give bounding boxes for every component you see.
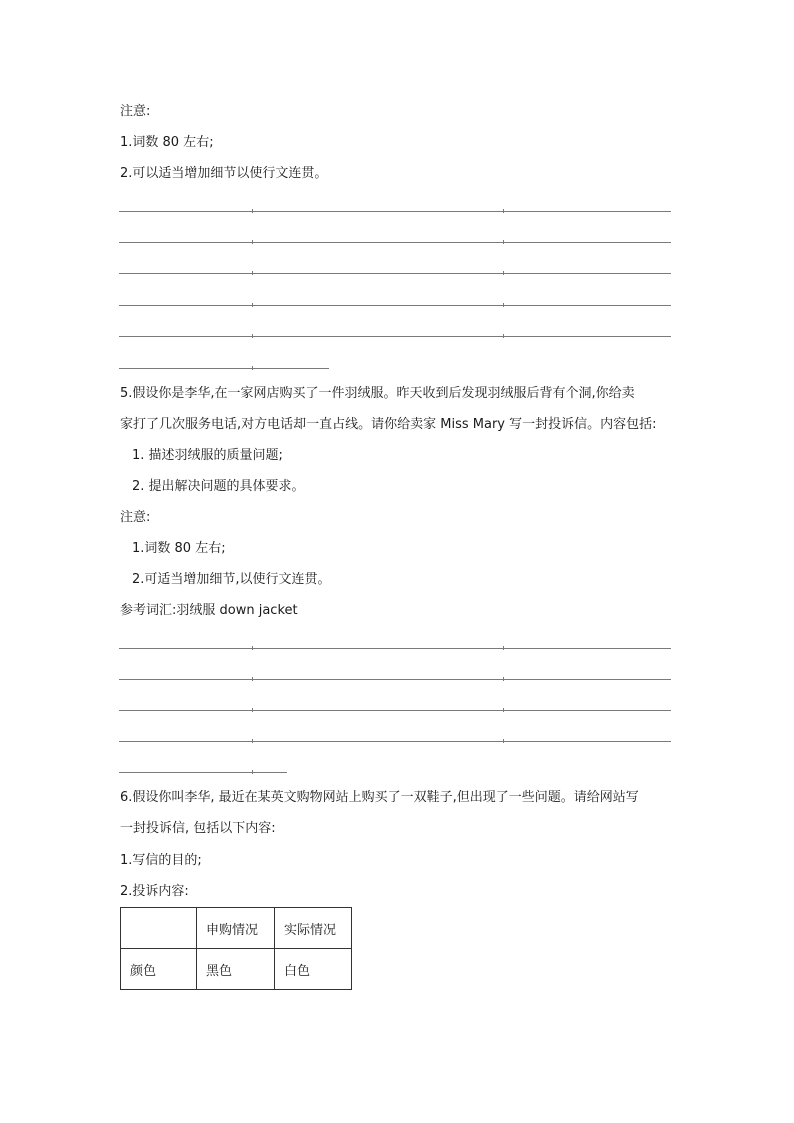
writing-line <box>119 772 287 773</box>
table-header-cell: 实际情况 <box>275 908 352 949</box>
note-label: 注意: <box>120 104 151 119</box>
writing-line <box>119 211 671 212</box>
table-cell: 黑色 <box>197 949 275 990</box>
table-header-cell: 申购情况 <box>197 908 275 949</box>
writing-line <box>119 648 671 649</box>
q5-prompt: 家打了几次服务电话,对方电话却一直占线。请你给卖家 Miss Mary 写一封投诉信。内容包括: <box>120 417 657 432</box>
table-cell: 白色 <box>275 949 352 990</box>
table-header-row <box>121 908 352 949</box>
table-header-cell <box>121 908 197 949</box>
q5-item: 2. 提出解决问题的具体要求。 <box>132 479 305 494</box>
q5-item: 1. 描述羽绒服的质量问题; <box>132 448 283 463</box>
writing-line <box>119 242 671 243</box>
writing-line <box>119 741 671 742</box>
q6-prompt: 6.假设你叫李华, 最近在某英文购物网站上购买了一双鞋子,但出现了一些问题。请给网站写 <box>120 790 639 805</box>
writing-line <box>119 273 671 274</box>
note-item: 1.词数 80 左右; <box>120 135 214 150</box>
writing-line <box>119 336 671 337</box>
q6-item: 1.写信的目的; <box>120 853 202 868</box>
table-row <box>121 949 352 990</box>
table-cell: 颜色 <box>121 949 197 990</box>
complaint-table <box>120 907 352 990</box>
q5-prompt: 5.假设你是李华,在一家网店购买了一件羽绒服。昨天收到后发现羽绒服后背有个洞,你给卖 <box>120 386 635 401</box>
note-item: 1.词数 80 左右; <box>132 541 226 556</box>
note-item: 2.可以适当增加细节以使行文连贯。 <box>120 166 328 181</box>
writing-line <box>119 679 671 680</box>
writing-line <box>119 710 671 711</box>
writing-line <box>119 305 671 306</box>
note-label: 注意: <box>120 510 151 525</box>
q6-prompt: 一封投诉信, 包括以下内容: <box>120 821 276 836</box>
note-item: 2.可适当增加细节,以使行文连贯。 <box>132 572 331 587</box>
vocab-hint: 参考词汇:羽绒服 down jacket <box>120 603 298 618</box>
writing-line <box>119 368 329 369</box>
q6-item: 2.投诉内容: <box>120 884 189 899</box>
